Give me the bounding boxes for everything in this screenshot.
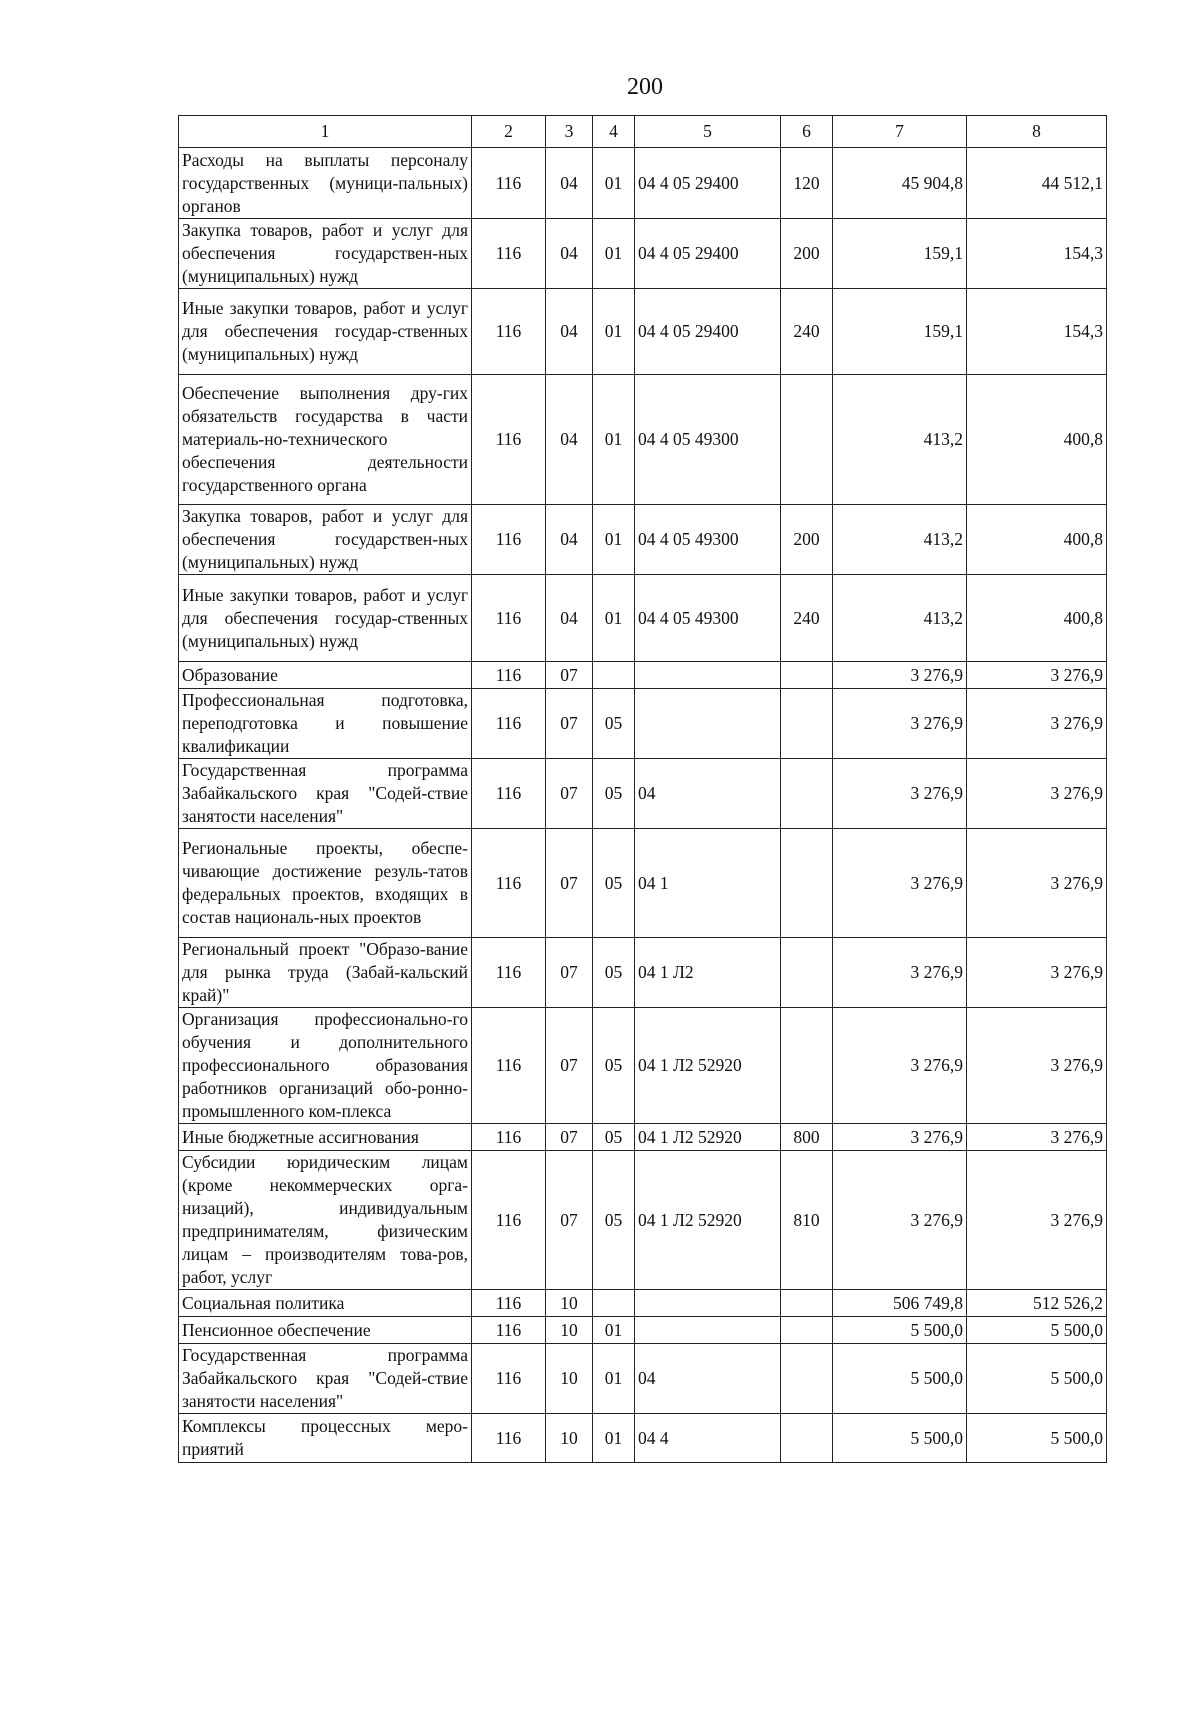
amount-col8-cell: 5 500,0 (967, 1414, 1107, 1463)
table-row (179, 375, 1107, 505)
admin-code-cell: 116 (472, 505, 546, 575)
target-article-cell: 04 1 Л2 52920 (635, 1151, 781, 1290)
table-header-row (179, 116, 1107, 148)
target-article-cell: 04 1 (635, 829, 781, 938)
amount-col8-cell: 3 276,9 (967, 662, 1107, 689)
amount-col8-cell: 3 276,9 (967, 938, 1107, 1008)
expense-type-cell (781, 829, 833, 938)
admin-code-cell: 116 (472, 1290, 546, 1317)
budget-table (178, 115, 1107, 1463)
amount-col8-cell: 400,8 (967, 375, 1107, 505)
name-cell: Образование (179, 662, 472, 689)
column-header-1: 1 (179, 116, 472, 148)
target-article-cell (635, 1290, 781, 1317)
expense-type-cell (781, 375, 833, 505)
expense-type-cell: 120 (781, 148, 833, 219)
subsection-cell: 01 (593, 1317, 635, 1344)
section-cell: 10 (546, 1414, 593, 1463)
name-cell: Расходы на выплаты персоналу государственных (муници-пальных) органов (179, 148, 472, 219)
admin-code-cell: 116 (472, 1151, 546, 1290)
name-cell: Иные закупки товаров, работ и услуг для обеспечения государ-ственных (муниципальных) нужд (179, 289, 472, 375)
table-row (179, 575, 1107, 662)
page-number: 200 (627, 74, 663, 100)
amount-col8-cell: 154,3 (967, 289, 1107, 375)
expense-type-cell: 200 (781, 505, 833, 575)
amount-col8-cell: 44 512,1 (967, 148, 1107, 219)
section-cell: 07 (546, 829, 593, 938)
amount-col8-cell: 3 276,9 (967, 1124, 1107, 1151)
amount-col8-cell: 3 276,9 (967, 1151, 1107, 1290)
name-cell: Закупка товаров, работ и услуг для обеспечения государствен-ных (муниципальных) нужд (179, 505, 472, 575)
column-header-7: 7 (833, 116, 967, 148)
admin-code-cell: 116 (472, 938, 546, 1008)
name-cell: Организация профессионально-го обучения и дополнительного профессионального образования работников организаций обо-ронно-промышленного ком-плекса (179, 1008, 472, 1124)
amount-col8-cell: 3 276,9 (967, 689, 1107, 759)
admin-code-cell: 116 (472, 375, 546, 505)
admin-code-cell: 116 (472, 1008, 546, 1124)
column-header-2: 2 (472, 116, 546, 148)
admin-code-cell: 116 (472, 1414, 546, 1463)
column-header-8: 8 (967, 116, 1107, 148)
amount-col7-cell: 413,2 (833, 575, 967, 662)
subsection-cell (593, 662, 635, 689)
subsection-cell: 05 (593, 759, 635, 829)
target-article-cell: 04 1 Л2 52920 (635, 1008, 781, 1124)
subsection-cell: 01 (593, 219, 635, 289)
table-row (179, 1344, 1107, 1414)
amount-col7-cell: 506 749,8 (833, 1290, 967, 1317)
section-cell: 04 (546, 375, 593, 505)
amount-col7-cell: 45 904,8 (833, 148, 967, 219)
expense-type-cell (781, 662, 833, 689)
name-cell: Иные бюджетные ассигнования (179, 1124, 472, 1151)
expense-type-cell (781, 759, 833, 829)
amount-col8-cell: 3 276,9 (967, 1008, 1107, 1124)
admin-code-cell: 116 (472, 1317, 546, 1344)
section-cell: 07 (546, 1151, 593, 1290)
section-cell: 07 (546, 689, 593, 759)
column-header-4: 4 (593, 116, 635, 148)
table-row (179, 1008, 1107, 1124)
table-row (179, 1414, 1107, 1463)
table-row (179, 1317, 1107, 1344)
admin-code-cell: 116 (472, 1344, 546, 1414)
expense-type-cell: 200 (781, 219, 833, 289)
name-cell: Субсидии юридическим лицам (кроме некоммерческих орга-низаций), индивидуальным предпринимателям, физическим лицам – производителям това-ров, работ, услуг (179, 1151, 472, 1290)
subsection-cell: 01 (593, 289, 635, 375)
name-cell: Пенсионное обеспечение (179, 1317, 472, 1344)
subsection-cell: 05 (593, 689, 635, 759)
expense-type-cell: 810 (781, 1151, 833, 1290)
target-article-cell: 04 1 Л2 52920 (635, 1124, 781, 1151)
subsection-cell: 01 (593, 505, 635, 575)
amount-col8-cell: 154,3 (967, 219, 1107, 289)
subsection-cell: 05 (593, 1008, 635, 1124)
amount-col8-cell: 5 500,0 (967, 1317, 1107, 1344)
target-article-cell: 04 4 05 49300 (635, 505, 781, 575)
subsection-cell: 05 (593, 938, 635, 1008)
amount-col7-cell: 3 276,9 (833, 1124, 967, 1151)
amount-col7-cell: 159,1 (833, 219, 967, 289)
table-row (179, 662, 1107, 689)
subsection-cell: 05 (593, 1151, 635, 1290)
name-cell: Региональные проекты, обеспе-чивающие достижение резуль-татов федеральных проектов, входящих в состав националь-ных проектов (179, 829, 472, 938)
admin-code-cell: 116 (472, 219, 546, 289)
subsection-cell: 01 (593, 375, 635, 505)
target-article-cell: 04 (635, 1344, 781, 1414)
amount-col7-cell: 5 500,0 (833, 1317, 967, 1344)
table-row (179, 1151, 1107, 1290)
table-row (179, 505, 1107, 575)
expense-type-cell (781, 1344, 833, 1414)
expense-type-cell (781, 1317, 833, 1344)
section-cell: 07 (546, 1008, 593, 1124)
amount-col7-cell: 3 276,9 (833, 829, 967, 938)
table-row (179, 289, 1107, 375)
amount-col8-cell: 5 500,0 (967, 1344, 1107, 1414)
target-article-cell (635, 662, 781, 689)
amount-col7-cell: 413,2 (833, 375, 967, 505)
table-row (179, 938, 1107, 1008)
section-cell: 04 (546, 575, 593, 662)
section-cell: 10 (546, 1344, 593, 1414)
section-cell: 04 (546, 289, 593, 375)
amount-col7-cell: 3 276,9 (833, 938, 967, 1008)
name-cell: Региональный проект "Образо-вание для рынка труда (Забай-кальский край)" (179, 938, 472, 1008)
subsection-cell: 05 (593, 829, 635, 938)
table-row (179, 829, 1107, 938)
admin-code-cell: 116 (472, 759, 546, 829)
admin-code-cell: 116 (472, 689, 546, 759)
subsection-cell: 01 (593, 1414, 635, 1463)
amount-col8-cell: 400,8 (967, 505, 1107, 575)
amount-col7-cell: 3 276,9 (833, 662, 967, 689)
amount-col7-cell: 3 276,9 (833, 759, 967, 829)
table-row (179, 1290, 1107, 1317)
subsection-cell: 01 (593, 575, 635, 662)
target-article-cell: 04 4 05 49300 (635, 575, 781, 662)
section-cell: 10 (546, 1290, 593, 1317)
name-cell: Государственная программа Забайкальского края "Содей-ствие занятости населения" (179, 1344, 472, 1414)
amount-col7-cell: 3 276,9 (833, 1151, 967, 1290)
name-cell: Иные закупки товаров, работ и услуг для обеспечения государ-ственных (муниципальных) нужд (179, 575, 472, 662)
name-cell: Комплексы процессных меро-приятий (179, 1414, 472, 1463)
amount-col7-cell: 5 500,0 (833, 1344, 967, 1414)
section-cell: 07 (546, 938, 593, 1008)
amount-col8-cell: 3 276,9 (967, 759, 1107, 829)
target-article-cell: 04 4 05 49300 (635, 375, 781, 505)
admin-code-cell: 116 (472, 662, 546, 689)
table-row (179, 689, 1107, 759)
target-article-cell: 04 4 05 29400 (635, 289, 781, 375)
admin-code-cell: 116 (472, 829, 546, 938)
expense-type-cell (781, 689, 833, 759)
section-cell: 07 (546, 662, 593, 689)
subsection-cell: 01 (593, 148, 635, 219)
amount-col8-cell: 512 526,2 (967, 1290, 1107, 1317)
section-cell: 07 (546, 759, 593, 829)
admin-code-cell: 116 (472, 289, 546, 375)
amount-col8-cell: 3 276,9 (967, 829, 1107, 938)
column-header-3: 3 (546, 116, 593, 148)
expense-type-cell (781, 1008, 833, 1124)
table-row (179, 219, 1107, 289)
subsection-cell (593, 1290, 635, 1317)
name-cell: Обеспечение выполнения дру-гих обязательств государства в части материаль-но-технического обеспечения деятельности государственного органа (179, 375, 472, 505)
table-row (179, 1124, 1107, 1151)
name-cell: Закупка товаров, работ и услуг для обеспечения государствен-ных (муниципальных) нужд (179, 219, 472, 289)
expense-type-cell (781, 1414, 833, 1463)
amount-col7-cell: 159,1 (833, 289, 967, 375)
target-article-cell: 04 (635, 759, 781, 829)
section-cell: 07 (546, 1124, 593, 1151)
target-article-cell: 04 1 Л2 (635, 938, 781, 1008)
expense-type-cell (781, 938, 833, 1008)
expense-type-cell (781, 1290, 833, 1317)
expense-type-cell: 800 (781, 1124, 833, 1151)
name-cell: Профессиональная подготовка, переподготовка и повышение квалификации (179, 689, 472, 759)
amount-col8-cell: 400,8 (967, 575, 1107, 662)
section-cell: 04 (546, 148, 593, 219)
subsection-cell: 05 (593, 1124, 635, 1151)
subsection-cell: 01 (593, 1344, 635, 1414)
table-body (179, 148, 1107, 1463)
expense-type-cell: 240 (781, 289, 833, 375)
column-header-5: 5 (635, 116, 781, 148)
amount-col7-cell: 5 500,0 (833, 1414, 967, 1463)
admin-code-cell: 116 (472, 575, 546, 662)
admin-code-cell: 116 (472, 148, 546, 219)
section-cell: 04 (546, 505, 593, 575)
target-article-cell (635, 689, 781, 759)
table-row (179, 148, 1107, 219)
target-article-cell: 04 4 05 29400 (635, 219, 781, 289)
target-article-cell: 04 4 (635, 1414, 781, 1463)
amount-col7-cell: 3 276,9 (833, 1008, 967, 1124)
table-row (179, 759, 1107, 829)
column-header-6: 6 (781, 116, 833, 148)
section-cell: 04 (546, 219, 593, 289)
name-cell: Социальная политика (179, 1290, 472, 1317)
amount-col7-cell: 413,2 (833, 505, 967, 575)
name-cell: Государственная программа Забайкальского края "Содей-ствие занятости населения" (179, 759, 472, 829)
admin-code-cell: 116 (472, 1124, 546, 1151)
expense-type-cell: 240 (781, 575, 833, 662)
section-cell: 10 (546, 1317, 593, 1344)
amount-col7-cell: 3 276,9 (833, 689, 967, 759)
target-article-cell: 04 4 05 29400 (635, 148, 781, 219)
target-article-cell (635, 1317, 781, 1344)
